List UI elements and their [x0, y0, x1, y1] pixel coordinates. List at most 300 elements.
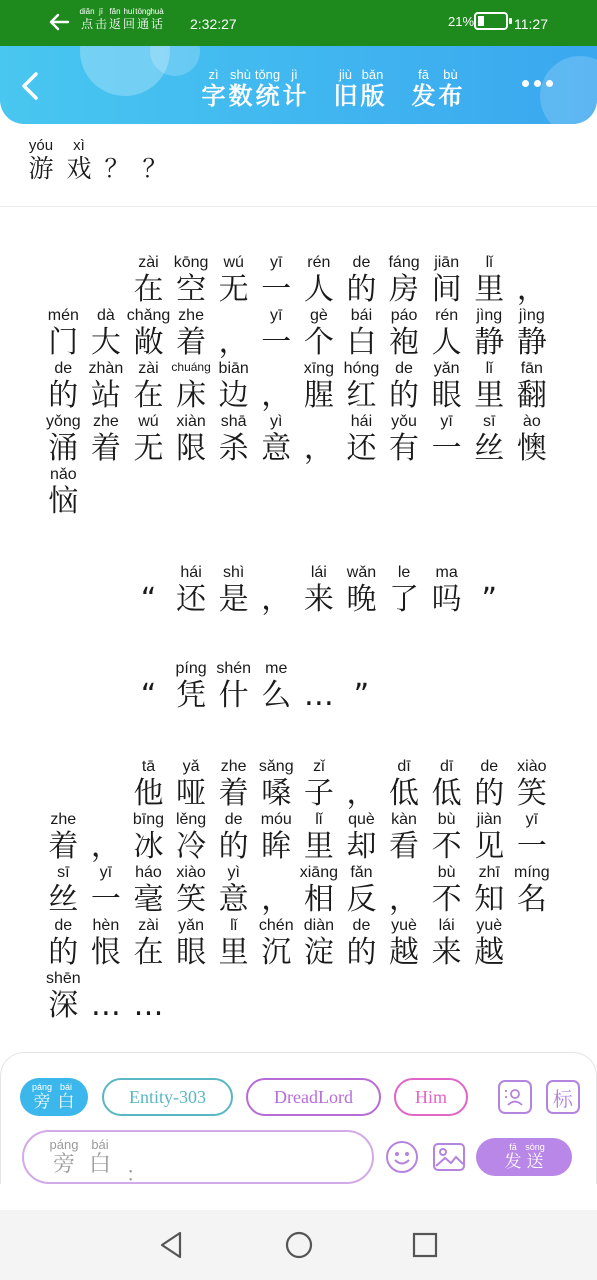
hanzi: 的 [346, 935, 377, 970]
back-arrow-icon[interactable] [48, 12, 70, 32]
hanzi: 计 [282, 82, 307, 110]
hanzi: 么 [261, 678, 292, 713]
hanzi: 一 [261, 272, 292, 307]
pinyin: páng [49, 1137, 79, 1152]
pinyin: tā [141, 758, 156, 775]
pinyin: yī [525, 811, 539, 828]
pinyin: xīng [303, 360, 334, 377]
hanzi: 杀 [218, 431, 249, 466]
pinyin: xiāng [299, 864, 338, 881]
pinyin: wǎn [346, 564, 377, 581]
hanzi: 是 [218, 582, 249, 617]
message-input[interactable] [22, 1130, 374, 1184]
character-chip-him[interactable]: Him [394, 1078, 468, 1116]
pinyin: de [54, 917, 73, 934]
pinyin: fáng [388, 254, 420, 271]
ruby-char [85, 414, 128, 464]
pinyin: rén [307, 254, 331, 271]
hanzi: 无 [133, 431, 164, 466]
pinyin: kōng [173, 254, 209, 271]
ruby-char [150, 8, 164, 30]
pinyin: bái [91, 1137, 109, 1152]
ruby-char [170, 361, 213, 411]
pinyin: huà [150, 7, 164, 16]
text-line [42, 658, 383, 711]
pinyin: fǎn [350, 864, 373, 881]
hanzi: 眼 [431, 378, 462, 413]
ruby-char [383, 565, 426, 615]
pinyin: zhàn [88, 360, 124, 377]
ruby-char [511, 865, 554, 915]
ruby-char [383, 361, 426, 411]
divider [0, 206, 597, 207]
pinyin: de [352, 917, 371, 934]
pinyin: háo [135, 864, 162, 881]
ruby-char [42, 285, 85, 305]
hanzi: 眼 [176, 935, 207, 970]
ruby-char [468, 759, 511, 809]
hanzi: 低 [431, 776, 462, 811]
ruby-char [127, 759, 170, 809]
ruby-char [383, 255, 426, 305]
hanzi: 丝 [474, 431, 505, 466]
ruby-char [212, 759, 255, 809]
character-chip-entity-303[interactable]: Entity-303 [102, 1078, 233, 1116]
nav-back-icon[interactable] [156, 1230, 186, 1260]
ruby-char [85, 361, 128, 411]
hanzi: 袍 [389, 325, 420, 360]
ruby-char [425, 361, 468, 411]
pinyin: yǎ [182, 758, 200, 775]
more-dots-icon[interactable] [522, 80, 553, 87]
hanzi: 里 [474, 272, 505, 307]
pinyin: yī [270, 307, 283, 324]
pinyin: de [395, 360, 413, 377]
hanzi: 反 [346, 882, 377, 917]
ruby-char [298, 661, 341, 711]
hanzi: 的 [389, 378, 420, 413]
smiley-icon[interactable] [385, 1140, 419, 1174]
ruby-char [85, 691, 128, 711]
pinyin: zì [208, 67, 219, 82]
ruby-char [46, 1138, 82, 1176]
pinyin: hái [180, 564, 202, 581]
ruby-char [340, 918, 383, 968]
pinyin: kàn [391, 811, 417, 828]
pinyin: wú [223, 254, 244, 271]
pinyin: bǎn [361, 67, 384, 82]
send-button[interactable] [476, 1138, 572, 1176]
ruby-char [298, 255, 341, 305]
return-to-call-label[interactable] [80, 8, 164, 30]
hanzi: 白 [57, 1092, 75, 1112]
pinyin: shén [216, 660, 252, 677]
back-icon[interactable] [18, 70, 44, 102]
hanzi: 见 [474, 829, 505, 864]
hanzi: 静 [516, 325, 547, 360]
hanzi: … [90, 988, 121, 1023]
pinyin: yǒu [391, 413, 417, 430]
ruby-char [298, 308, 341, 358]
hanzi: 冷 [176, 829, 207, 864]
hanzi: 名 [516, 882, 547, 917]
ruby-char [127, 971, 170, 1021]
ruby-char [127, 565, 170, 615]
pinyin: le [397, 564, 411, 581]
pinyin: bù [437, 811, 456, 828]
hanzi: 白 [346, 325, 377, 360]
ruby-char [85, 285, 128, 305]
text-line [42, 305, 553, 358]
pinyin: biān [218, 360, 249, 377]
hanzi: 站 [90, 378, 121, 413]
ruby-char [340, 414, 383, 464]
ruby-char [298, 759, 341, 809]
hanzi: 击 [94, 17, 107, 31]
ruby-char [254, 68, 281, 108]
ruby-char [298, 414, 341, 464]
pinyin: sī [483, 413, 496, 430]
pinyin: jìng [476, 307, 503, 324]
ruby-char [127, 661, 170, 711]
hanzi: 的 [48, 935, 79, 970]
ruby-char [170, 812, 213, 862]
story-quote-2 [42, 658, 383, 711]
hanzi: 意 [218, 882, 249, 917]
tag-button[interactable] [546, 1080, 580, 1114]
ruby-char [22, 138, 60, 181]
hanzi: 来 [303, 582, 334, 617]
ruby-char [170, 255, 213, 305]
nav-home-icon[interactable] [284, 1230, 314, 1260]
ruby-char [425, 865, 468, 915]
pinyin: wú [138, 413, 159, 430]
ruby-char [85, 595, 128, 615]
hanzi: “ [140, 582, 157, 617]
pinyin: fā [418, 67, 429, 82]
hanzi: 他 [133, 776, 164, 811]
ruby-char [42, 971, 85, 1021]
character-chip-dreadlord[interactable]: DreadLord [246, 1078, 381, 1116]
ruby-char [42, 414, 85, 464]
battery-icon [474, 12, 508, 30]
hanzi: 深 [48, 988, 79, 1023]
pinyin: jiān [434, 254, 460, 271]
hanzi: 旧 [333, 82, 358, 110]
pinyin: bái [59, 1082, 72, 1092]
hanzi: ， [261, 882, 292, 917]
hanzi: 吗 [431, 582, 462, 617]
avatar-card-icon[interactable] [498, 1080, 532, 1114]
ruby-char [30, 1083, 54, 1111]
pinyin: yǒng [45, 413, 81, 430]
app-header [0, 46, 597, 124]
hanzi: 着 [48, 829, 79, 864]
ruby-char [340, 308, 383, 358]
ruby-char [468, 255, 511, 305]
ruby-char [42, 361, 85, 411]
picture-icon[interactable] [432, 1140, 466, 1174]
pinyin: tōng [135, 7, 151, 16]
pinyin: yuè [391, 917, 417, 934]
ruby-char [425, 918, 468, 968]
hanzi: 一 [90, 882, 121, 917]
publish-button[interactable] [410, 68, 464, 108]
ruby-char [511, 759, 554, 809]
pinyin: de [480, 758, 499, 775]
clock: 11:27 [514, 16, 548, 32]
ruby-char [410, 68, 437, 108]
ruby-char [255, 308, 298, 358]
ruby-char [255, 414, 298, 464]
hanzi: ， [516, 272, 547, 307]
pinyin: páng [31, 1082, 53, 1092]
ruby-char [468, 865, 511, 915]
ruby-char [54, 1083, 78, 1111]
hanzi: 来 [431, 935, 462, 970]
hanzi: 懊 [516, 431, 547, 466]
hanzi: 嗓 [261, 776, 292, 811]
ruby-char [383, 308, 426, 358]
ruby-char [127, 812, 170, 862]
pinyin: yuè [476, 917, 503, 934]
ruby-char [42, 691, 85, 711]
ruby-char [502, 1143, 524, 1171]
ruby-char [127, 255, 170, 305]
nav-recent-icon[interactable] [410, 1230, 440, 1260]
hanzi: 在 [133, 272, 164, 307]
hanzi: ， [303, 431, 334, 466]
pinyin: shēn [45, 970, 81, 987]
pinyin: lái [310, 564, 327, 581]
hanzi: 里 [474, 378, 505, 413]
hanzi: 的 [346, 272, 377, 307]
hanzi: 数 [228, 82, 253, 110]
ruby-char [340, 661, 383, 711]
pinyin: fǎn [109, 7, 121, 16]
hanzi: 返 [108, 17, 121, 31]
ruby-char [170, 918, 213, 968]
pinyin: sī [57, 864, 70, 881]
ruby-char [383, 812, 426, 862]
ruby-char [511, 414, 554, 464]
pinyin: dī [397, 758, 411, 775]
ruby-char [42, 812, 85, 862]
hanzi: 旁 [52, 1152, 75, 1177]
ruby-char [108, 8, 122, 30]
ruby-char [511, 812, 554, 862]
story-paragraph-1 [42, 252, 553, 517]
text-line [42, 562, 511, 615]
hanzi: 在 [133, 935, 164, 970]
hanzi: 越 [389, 935, 420, 970]
pinyin: ào [522, 413, 541, 430]
pinyin: diǎn [79, 7, 95, 16]
pinyin: zài [138, 254, 159, 271]
pinyin: fān [520, 360, 543, 377]
narrator-chip[interactable] [20, 1078, 88, 1116]
pinyin: lǐ [230, 917, 238, 934]
ruby-char [511, 361, 554, 411]
ruby-char [170, 661, 213, 711]
pinyin: mén [47, 307, 79, 324]
old-version-button[interactable] [332, 68, 386, 108]
hanzi: 空 [176, 272, 207, 307]
ruby-char [170, 759, 213, 809]
hanzi: ， [218, 325, 249, 360]
ruby-char [255, 565, 298, 615]
pinyin: rén [435, 307, 459, 324]
pinyin: zài [138, 360, 159, 377]
pinyin: hèn [92, 917, 120, 934]
hanzi: 毫 [133, 882, 164, 917]
hanzi: 恨 [90, 935, 121, 970]
hanzi: 晚 [346, 582, 377, 617]
pinyin: yǎn [433, 360, 460, 377]
call-timer: 2:32:27 [190, 16, 237, 32]
word-count-button[interactable] [200, 68, 308, 108]
pinyin: chuáng [171, 360, 211, 374]
ruby-char [298, 812, 341, 862]
ruby-char [425, 759, 468, 809]
ruby-char [212, 812, 255, 862]
hanzi: 静 [474, 325, 505, 360]
pinyin: fā [509, 1142, 517, 1152]
hanzi: 笑 [516, 776, 547, 811]
text-line [42, 862, 553, 915]
story-paragraph-2 [42, 756, 553, 1021]
hanzi: ， [346, 776, 377, 811]
hanzi: 布 [438, 82, 463, 110]
text-line [42, 252, 553, 305]
ruby-char [170, 308, 213, 358]
hanzi: 一 [516, 829, 547, 864]
pinyin: lǐ [485, 254, 493, 271]
ruby-char [340, 565, 383, 615]
pinyin: chén [258, 917, 294, 934]
pinyin: zài [138, 917, 159, 934]
pinyin: hái [350, 413, 373, 430]
ruby-char [170, 414, 213, 464]
ruby-char [468, 812, 511, 862]
text-line [42, 411, 553, 464]
ruby-char [383, 759, 426, 809]
text-line [42, 968, 553, 1021]
text-line [42, 358, 553, 411]
ruby-char [227, 68, 254, 108]
pinyin: zhī [478, 864, 500, 881]
ruby-char [82, 1138, 118, 1176]
pinyin: jìng [518, 307, 545, 324]
hanzi: 着 [218, 776, 249, 811]
pinyin: zhe [92, 413, 119, 430]
header-actions [200, 68, 464, 108]
pinyin: páo [390, 307, 418, 324]
hanzi: ” [481, 582, 497, 617]
pinyin: lái [438, 917, 455, 934]
ruby-char [425, 812, 468, 862]
hanzi: 无 [218, 272, 249, 307]
hanzi: 低 [389, 776, 420, 811]
ruby-char [212, 308, 255, 358]
ruby-char [281, 68, 308, 108]
ruby-char [122, 8, 136, 30]
pinyin: dà [96, 307, 115, 324]
pinyin: bái [350, 307, 373, 324]
pinyin: bīng [132, 811, 165, 828]
pinyin: yóu [28, 137, 54, 154]
hanzi: 一 [431, 431, 462, 466]
ruby-char [136, 138, 174, 181]
input-placeholder [46, 1138, 118, 1176]
page-title [22, 138, 174, 181]
ruby-char [511, 255, 554, 305]
ruby-char [98, 138, 136, 181]
pinyin: sòng [525, 1142, 545, 1152]
ruby-char [468, 361, 511, 411]
pinyin: lǐ [485, 360, 493, 377]
hanzi: ” [353, 678, 370, 713]
ruby-char [212, 255, 255, 305]
ruby-char [85, 812, 128, 862]
hanzi: 翻 [516, 378, 547, 413]
pinyin: de [224, 811, 243, 828]
hanzi: … [133, 988, 164, 1023]
hanzi: 话 [150, 17, 163, 31]
pinyin: de [54, 360, 73, 377]
ruby-char [425, 565, 468, 615]
hanzi: 看 [389, 829, 420, 864]
hanzi: 淀 [303, 935, 334, 970]
pinyin: píng [175, 660, 207, 677]
pinyin: yǎn [178, 917, 204, 934]
pinyin: yì [227, 864, 240, 881]
text-line [42, 915, 553, 968]
ruby-char [212, 565, 255, 615]
hanzi: 版 [360, 82, 385, 110]
pinyin: sǎng [258, 758, 294, 775]
ruby-char [468, 414, 511, 464]
ruby-char [212, 918, 255, 968]
hanzi: 人 [431, 325, 462, 360]
hanzi: 通 [136, 17, 149, 31]
pinyin: diàn [303, 917, 334, 934]
ruby-char [255, 865, 298, 915]
ruby-char [212, 661, 255, 711]
hanzi: 子 [303, 776, 334, 811]
ruby-char [42, 789, 85, 809]
ruby-char [425, 308, 468, 358]
hanzi: 字 [201, 82, 226, 110]
pinyin: zhe [178, 307, 204, 324]
ruby-char [94, 8, 108, 30]
hanzi: 着 [176, 325, 207, 360]
ruby-char [170, 565, 213, 615]
hanzi: 了 [389, 582, 420, 617]
hanzi: 沉 [261, 935, 292, 970]
hanzi: 戏 [66, 154, 92, 183]
hanzi: 知 [474, 882, 505, 917]
ruby-char [127, 361, 170, 411]
hanzi: 还 [176, 582, 207, 617]
hanzi: 的 [48, 378, 79, 413]
pinyin: de [352, 254, 371, 271]
ruby-char [437, 68, 464, 108]
ruby-char [255, 361, 298, 411]
ruby-char [383, 414, 426, 464]
hanzi: 统 [255, 82, 280, 110]
ruby-char [340, 361, 383, 411]
